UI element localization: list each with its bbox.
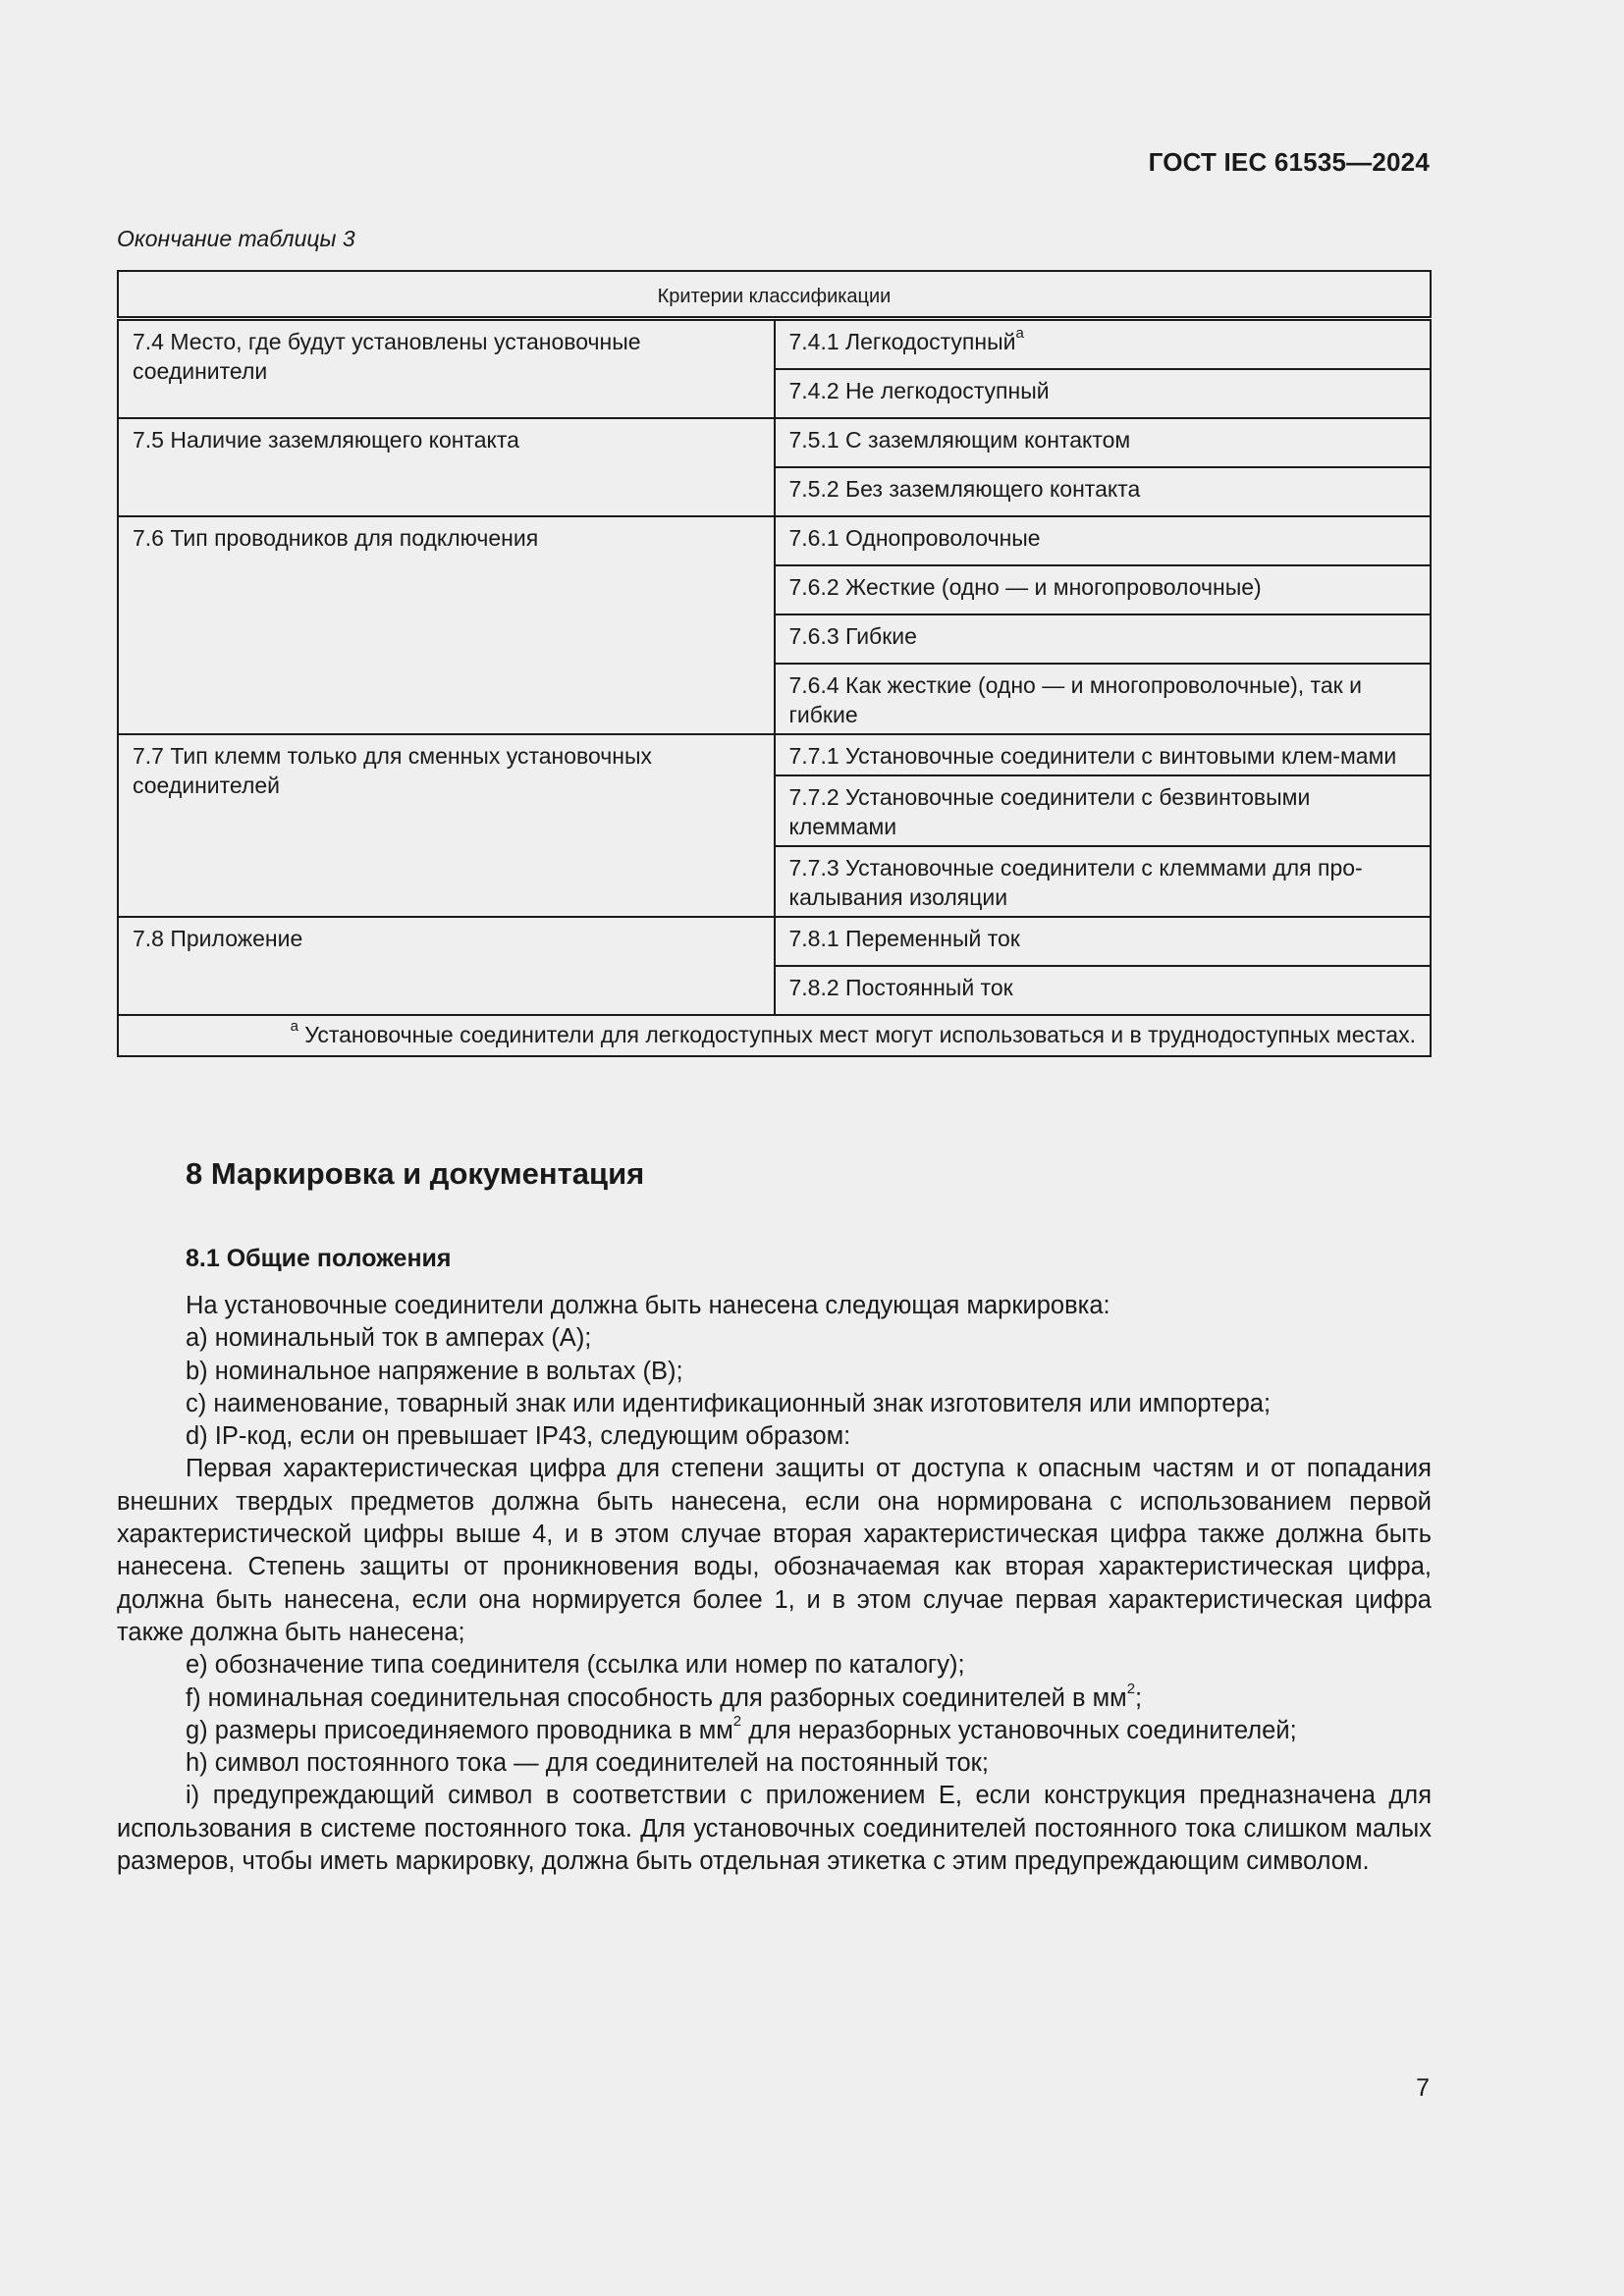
list-item-g-end: для неразборных установочных соединителей; (741, 1716, 1297, 1744)
list-item-c: c) наименование, товарный знак или идентификационный знак изготовителя или импортера; (186, 1389, 1272, 1417)
option-cell: 7.7.2 Установочные соединители с безвинтовыми клеммами (775, 775, 1432, 846)
list-item-g (117, 1715, 1432, 1747)
section-body (117, 1290, 1432, 1878)
option-cell: 7.7.1 Установочные соединители с винтовыми клем-мами (775, 734, 1432, 775)
table-caption: Окончание таблицы 3 (117, 226, 355, 251)
option-cell: 7.5.2 Без заземляющего контакта (775, 467, 1432, 516)
footnote-ref: а (1015, 325, 1024, 343)
option-cell: 7.6.4 Как жесткие (одно — и многопроволочные), так и гибкие (775, 664, 1432, 734)
section-title: 8 Маркировка и документация (186, 1156, 645, 1191)
paragraph-ip-code: Первая характеристическая цифра для степени защиты от доступа к опасным частям и от попадания внешних твердых предметов должна быть нанесена, если она нормирована с использованием первой характеристической цифры выше 4, и в этом случае вторая характеристическая цифра также должна быть нанесена. Степень защиты от проникновения воды, обозначаемая как вторая характеристическая цифра, должна быть нанесена, если она нормируется более 1, и в этом случае первая характеристическая цифра также должна быть нанесена; (117, 1455, 1432, 1646)
table-footnote-row (118, 1015, 1431, 1056)
classification-table (117, 270, 1432, 1057)
table-row (118, 917, 1431, 966)
option-cell: 7.4.2 Не легкодоступный (775, 369, 1432, 418)
option-text: 7.4.1 Легкодоступный (788, 329, 1016, 354)
criterion-cell: 7.5 Наличие заземляющего контакта (118, 418, 775, 516)
option-cell: 7.6.3 Гибкие (775, 614, 1432, 664)
table-row (118, 734, 1431, 775)
list-item-f-end: ; (1135, 1683, 1143, 1712)
option-cell: 7.8.1 Переменный ток (775, 917, 1432, 966)
superscript: 2 (1126, 1681, 1136, 1698)
option-cell: 7.7.3 Установочные соединители с клеммами для про-калывания изоляции (775, 846, 1432, 917)
table-row (118, 418, 1431, 467)
subsection-title: 8.1 Общие положения (186, 1245, 452, 1272)
option-cell: 7.6.2 Жесткие (одно — и многопроволочные) (775, 565, 1432, 614)
list-item-b: b) номинальное напряжение в вольтах (В); (186, 1357, 683, 1385)
document-id: ГОСТ IEC 61535—2024 (1148, 147, 1430, 177)
list-item-i: i) предупреждающий символ в соответствии с приложением Е, если конструкция предназначена для использования в системе постоянного тока. Для установочных соединителей постоянного тока слишком малых размеров, чтобы иметь маркировку, должна быть отдельная этикетка с этим предупреждающим символом. (117, 1782, 1432, 1876)
criterion-cell: 7.4 Место, где будут установлены установочные соединители (118, 319, 775, 419)
list-item-f (117, 1682, 1432, 1715)
paragraph-intro: На установочные соединители должна быть нанесена следующая маркировка: (186, 1292, 1110, 1319)
table-row (118, 516, 1431, 565)
option-cell: 7.8.2 Постоянный ток (775, 966, 1432, 1015)
table-row (118, 319, 1431, 370)
criterion-cell: 7.7 Тип клемм только для сменных установочных соединителей (118, 734, 775, 917)
list-item-d: d) IP-код, если он превышает IP43, следующим образом: (186, 1422, 851, 1451)
list-item-f-text: f) номинальная соединительная способность для разборных соединителей в мм (186, 1683, 1127, 1712)
list-item-e: e) обозначение типа соединителя (ссылка или номер по каталогу); (186, 1651, 965, 1680)
footnote-text: Установочные соединители для легкодоступных мест могут использоваться и в труднодоступных местах. (304, 1022, 1416, 1047)
option-cell: 7.5.1 С заземляющим контактом (775, 418, 1432, 467)
list-item-g-text: g) размеры присоединяемого проводника в мм (186, 1716, 733, 1744)
list-item-a: a) номинальный ток в амперах (А); (186, 1324, 592, 1353)
option-cell (775, 319, 1432, 370)
table-footnote (118, 1015, 1431, 1056)
criterion-cell: 7.8 Приложение (118, 917, 775, 1015)
table-header-row (118, 271, 1431, 319)
superscript: 2 (732, 1713, 742, 1731)
criterion-cell: 7.6 Тип проводников для подключения (118, 516, 775, 734)
column-header: Критерии классификации (118, 271, 1431, 319)
footnote-mark: а (290, 1018, 298, 1036)
option-cell: 7.6.1 Однопроволочные (775, 516, 1432, 565)
page-number: 7 (1416, 2074, 1430, 2102)
list-item-h: h) символ постоянного тока — для соединителей на постоянный ток; (186, 1749, 989, 1778)
